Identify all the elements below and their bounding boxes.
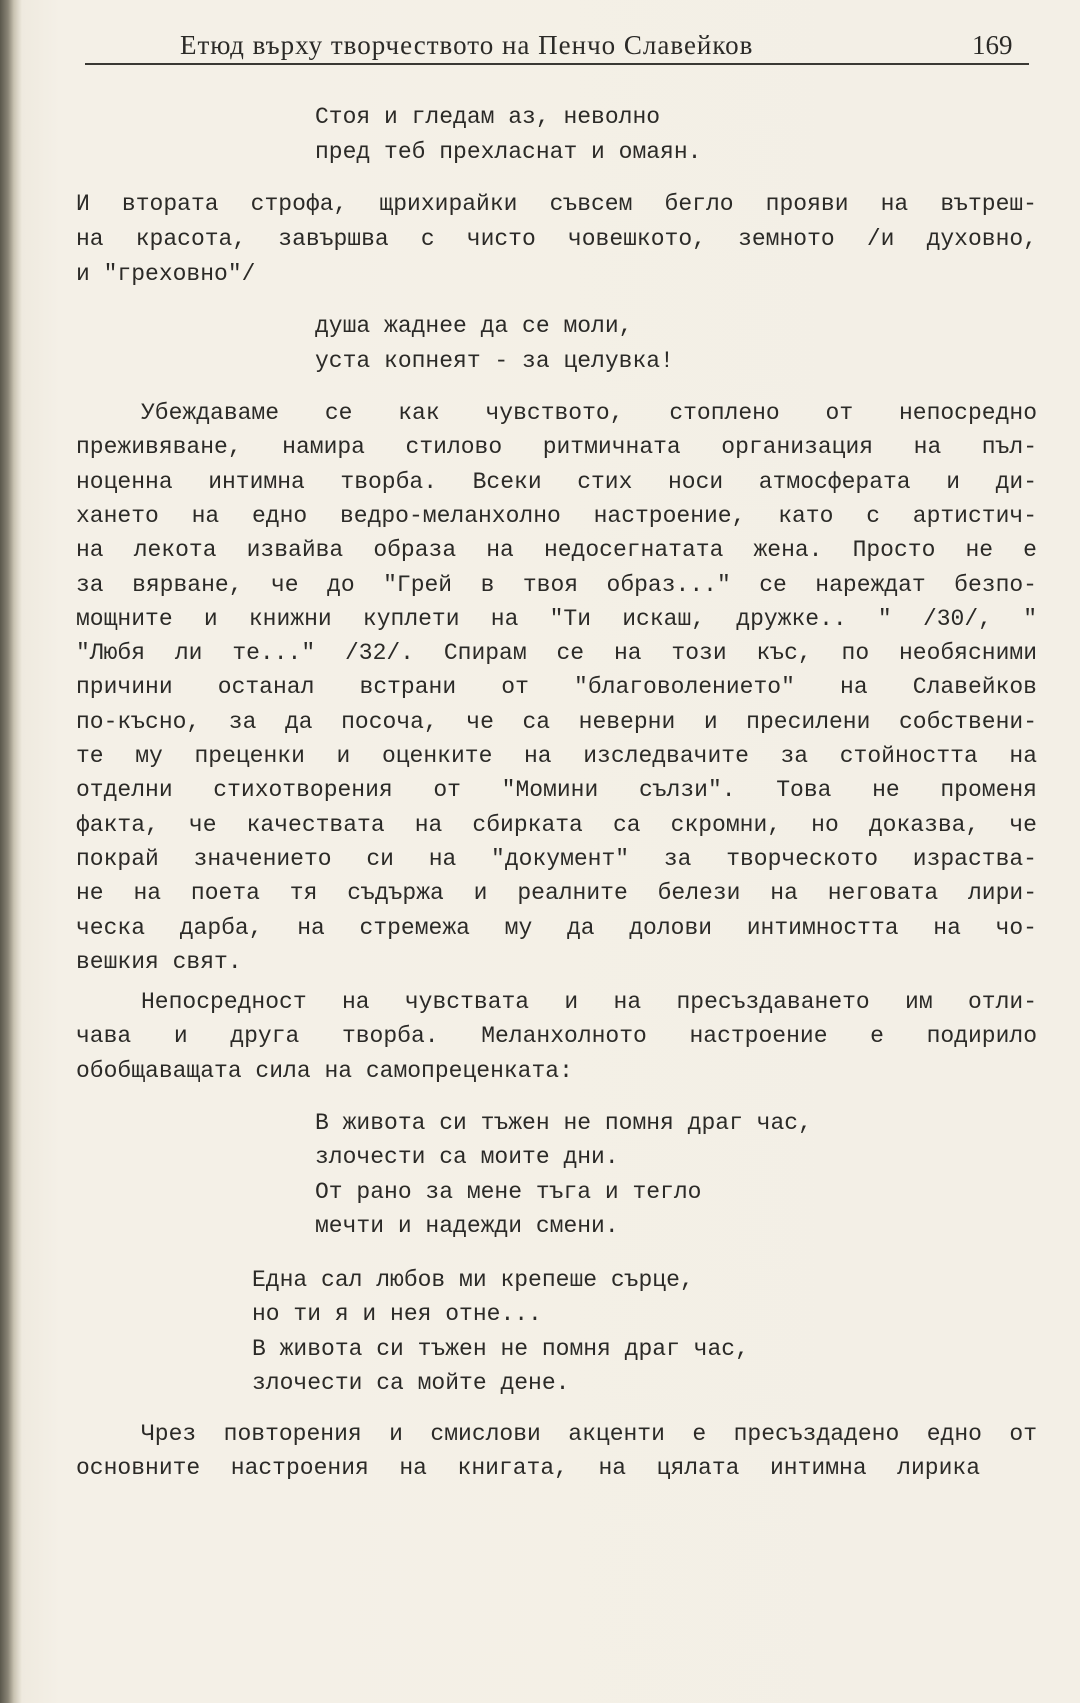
paragraph-line: чава и друга творба. Меланхолното настроение е подирило — [76, 1023, 1037, 1050]
poem-line: злочести са моите дни. — [315, 1144, 619, 1171]
poem-line: мечти и надежди смени. — [315, 1212, 619, 1239]
paragraph-line: основните настроения на книгата, на цялата интимна лирика — [76, 1455, 980, 1482]
paragraph-line: "Любя ли те..." /32/. Спирам се на този къс, по необясними — [76, 640, 1037, 667]
paragraph-line: И втората строфа, щрихирайки съвсем бегло прояви на вътреш- — [76, 191, 1037, 217]
paragraph-line: Убеждаваме се как чувството, стоплено от непосредно — [141, 400, 1037, 426]
poem-line: В живота си тъжен не помня драг час, — [315, 1110, 812, 1136]
paragraph-line: обобщаващата сила на самопреценката: — [76, 1057, 573, 1084]
paragraph-line: отделни стихотворения от "Момини сълзи". Това не променя — [76, 777, 1037, 804]
poem-line: Една сал любов ми крепеше сърце, — [252, 1267, 694, 1293]
paragraph-line: причини останал встрани от "благоволението" на Славейков — [76, 674, 1037, 701]
header-rule — [85, 63, 1029, 65]
paragraph-line: те му преценки и оценките на изследвачите за стойността на — [76, 743, 1037, 769]
paragraph-line: не на поета тя съдържа и реалните белези на неговата лири- — [76, 880, 1037, 907]
poem-line: уста копнеят - за целувка! — [315, 348, 674, 374]
poem-line: но ти я и нея отне... — [252, 1301, 542, 1328]
poem-line: злочести са мойте дене. — [252, 1369, 570, 1396]
paragraph-line: хането на едно ведро-меланхолно настроение, като с артистич- — [76, 502, 1037, 529]
paragraph-line: Непосредност на чувствата и на пресъздаването им отли- — [141, 989, 1037, 1015]
paragraph-line: на красота, завършва с чисто човешкото, земното /и духовно, — [76, 226, 1037, 252]
paragraph-line: по-късно, за да посоча, че са неверни и пресилени собствени- — [76, 708, 1037, 735]
poem-line: От рано за мене тъга и тегло — [315, 1178, 702, 1205]
paragraph-line: и "греховно"/ — [76, 261, 256, 287]
running-header-title: Етюд върху творчеството на Пенчо Славейков — [180, 30, 754, 60]
paragraph-line: мощните и книжни куплети на "Ти искаш, дружке.. " /30/, " — [76, 605, 1037, 632]
page-number: 169 — [972, 30, 1013, 60]
paragraph-line: на лекота извайва образа на недосегнатата жена. Просто не е — [76, 537, 1037, 564]
paragraph-line: преживяване, намира стилово ритмичната организация на пъл- — [76, 434, 1037, 461]
paragraph-line: Чрез повторения и смислови акценти е пресъздадено едно от — [141, 1421, 1037, 1447]
poem-line: пред теб прехласнат и омаян. — [315, 139, 702, 165]
poem-line: Стоя и гледам аз, неволно — [315, 104, 661, 130]
paragraph-line: ческа дарба, на стремежа му да долови интимността на чо- — [76, 914, 1037, 941]
poem-line: душа жаднее да се моли, — [315, 313, 633, 339]
paragraph-line: вешкия свят. — [76, 948, 242, 975]
paragraph-line: покрай значението си на "документ" за творческото израства- — [76, 845, 1037, 872]
paragraph-line: ноценна интимна творба. Всеки стих носи атмосферата и ди- — [76, 468, 1037, 495]
paragraph-line: факта, че качествата на сбирката са скромни, но доказва, че — [76, 811, 1037, 838]
paragraph-line: за вярване, че до "Грей в твоя образ..." се нареждат безпо- — [76, 571, 1037, 598]
poem-line: В живота си тъжен не помня драг час, — [252, 1335, 749, 1362]
